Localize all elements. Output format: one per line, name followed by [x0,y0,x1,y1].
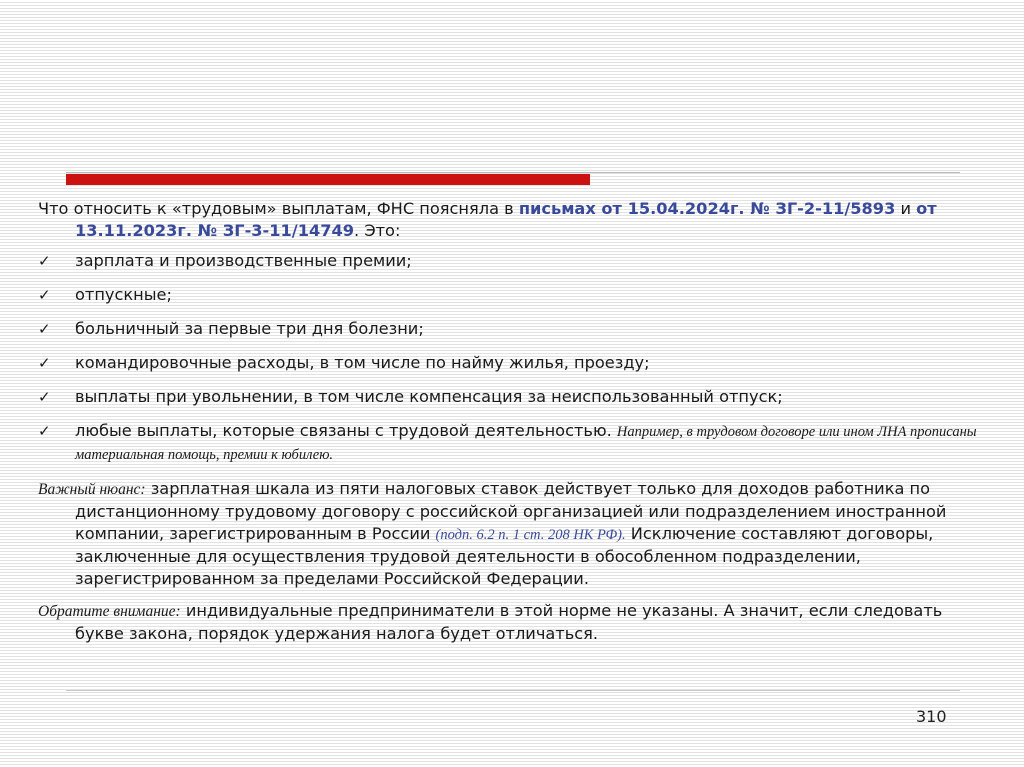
list-item: ✓ зарплата и производственные премии; [38,251,412,270]
decorative-line [66,172,960,173]
law-reference: (подп. 6.2 п. 1 ст. 208 НК РФ). [435,527,626,543]
letter-reference-1: письмах от 15.04.2024г. № ЗГ-2-11/5893 [518,199,896,218]
example-note: Например, в трудовом договоре или ином ЛНА прописаны материальная помощь, премии к юбилею. [75,424,977,463]
checkmark-icon: ✓ [38,422,51,440]
list-item: ✓ больничный за первые три дня болезни; [38,319,424,338]
intro-paragraph [38,198,978,242]
nuance-text-continued: Исключение составляют договоры, заключенные для осуществления трудовой деятельности в обособленном подразделении, зарегистрированном за пределами Российской Федерации. [75,524,934,588]
intro-conjunction: и [895,199,917,218]
page-number: 310 [916,707,947,726]
bottom-divider [66,690,960,691]
checkmark-icon: ✓ [38,320,51,338]
letter-reference-2: от 13.11.2023г. № ЗГ-3-11/14749 [75,199,937,240]
intro-ending: . Это: [354,221,401,240]
list-item: ✓ отпускные; [38,285,172,304]
nuance-text: зарплатная шкала из пяти налоговых ставок действует только для доходов работника по дистанционному трудовому договору с российской организацией или подразделением иностранной компании, зарегистрированным в России [75,479,947,543]
nuance-label: Важный нюанс: [38,481,146,498]
attention-label: Обратите внимание: [38,603,181,620]
red-accent-bar [66,174,590,185]
checkmark-icon: ✓ [38,286,51,304]
list-item: ✓ выплаты при увольнении, в том числе компенсация за неиспользованный отпуск; [38,387,783,406]
attention-paragraph [38,600,978,645]
list-item: ✓ командировочные расходы, в том числе по найму жилья, проезду; [38,353,650,372]
attention-text: индивидуальные предприниматели в этой норме не указаны. А значит, если следовать букве закона, порядок удержания налога будет отличаться. [75,601,943,643]
slide-content [38,198,978,645]
list-item: ✓ любые выплаты, которые связаны с трудовой деятельностью. Например, в трудовом договоре или ином ЛНА прописаны материальная помощь, премии к юбилею. [38,421,977,463]
intro-text: Что относить к «трудовым» выплатам, ФНС поясняла в [38,199,519,218]
checkmark-icon: ✓ [38,388,51,406]
nuance-paragraph [38,478,978,590]
payments-list [38,250,978,466]
checkmark-icon: ✓ [38,354,51,372]
checkmark-icon: ✓ [38,252,51,270]
